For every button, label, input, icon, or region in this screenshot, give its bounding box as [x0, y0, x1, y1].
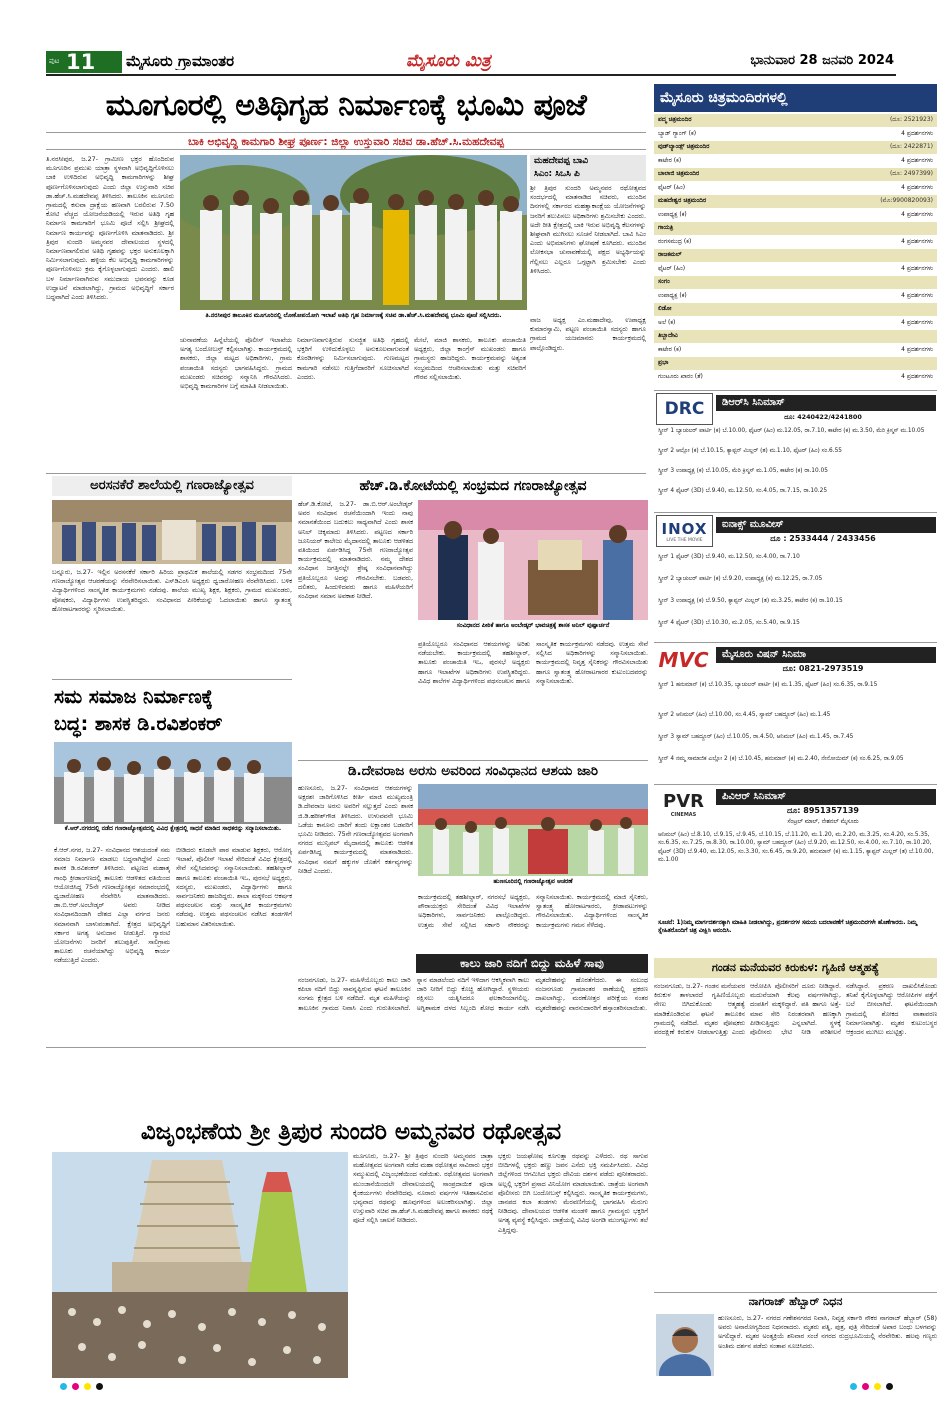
- obituary-body: ಹುಣಸೂರು, ಜ.27- ನಗರದ ಗಣೇಶನಗರದ ನಿವಾಸಿ, ನಿವೃತ್ತ ಸರ್ಕಾರಿ ನೌಕರ ನಾಗರಾಜ್ ಹೆಬ್ಬಾರ್ (58) ಅವರು ಅನಾರೋಗ್ಯದಿಂದ ನಿಧನರಾದರು. ಮೃತರು ಪತ್ನಿ, ಪುತ್ರ, ಪುತ್ರಿ ಸೇರಿದಂತೆ ಅಪಾರ ಬಂಧು ಬಳಗವನ್ನು ಅಗಲಿದ್ದಾರೆ. ಮೃತರ ಅಂತ್ಯಕ್ರಿಯೆ ಶನಿವಾರ ಸಂಜೆ ನಗರದ ರುದ್ರಭೂಮಿಯಲ್ಲಿ ನೆರವೇರಿತು. ಹಲವು ಗಣ್ಯರು ಅಂತಿಮ ದರ್ಶನ ಪಡೆದು ಸಂತಾಪ ಸೂಚಿಸಿದರು.: [718, 1314, 937, 1350]
- theatre-name: ಪದ್ಮ ಚಿತ್ರಮಂದಿರ: [658, 116, 692, 123]
- movie-name: ಗುಂಟೂರು ಖಾರಂ (ತೆ): [658, 372, 703, 380]
- theatre-name-row: [654, 222, 937, 235]
- ratha-headline: ವಿಜೃಂಭಣೆಯ ಶ್ರೀ ತ್ರಿಪುರ ಸುಂದರಿ ಅಮ್ಮನವರ ರಥೋತ್ಸವ: [140, 1118, 562, 1145]
- inox-show-4: ಸ್ಕ್ರೀನ್ 4 ಫೈಟರ್ (3D) ಬೆ.10.30, ಮ.2.05, ಸಂ.5.40, ರಾ.9.15: [658, 620, 800, 626]
- ratha-photo: [52, 1152, 348, 1378]
- lead-body-mid-2: ನಿರ್ಮಾಣವಾಗುತ್ತಿರುವ ಸುಸಜ್ಜಿತ ಅತಿಥಿ ಗೃಹದಲ್ಲಿ ಭಕ್ತರಿಗೆ ಉಳಿದುಕೊಳ್ಳಲು ಅನುಕೂಲವಾಗುವಂತೆ ಕೊಠಡಿಗಳನ್ನು ನಿರ್ಮಿಸಲಾಗುವುದು. ಗುಣಮಟ್ಟದ ಕಾಮಗಾರಿ ನಡೆಸಲು ಗುತ್ತಿಗೆದಾರರಿಗೆ ಸೂಚಿಸಲಾಗಿದೆ ಎಂದರು.: [297, 336, 409, 381]
- devaraja-headline: ಡಿ.ದೇವರಾಜ ಅರಸು ಅವರಿಂದ ಸಂವಿಧಾನದ ಆಶಯ ಜಾರಿ: [298, 760, 648, 780]
- theatres-title: ಮೈಸೂರು ಚಿತ್ರಮಂದಿರಗಳಲ್ಲಿ: [654, 84, 937, 112]
- drc-phone: ದೂ: 4240422/4241800: [784, 413, 862, 421]
- show-count: 4 ಪ್ರದರ್ಶನಗಳು: [901, 183, 933, 191]
- registration-dot: [96, 1383, 103, 1390]
- registration-dot: [886, 1383, 893, 1390]
- mvc-show-4: ಸ್ಕ್ರೀನ್ 4 ನಮ್ಮ ಸಾಮಾಜಿಕ ಎಲ್ಲೋ 2 (ಕ) ಬೆ.10.45, ಹನುಮಾನ್ (ಕ) ಮ.2.40, ನೇನೋಯಿಮ್ (ಕ) ಸಂ.6.25, ರಾ.9.05: [658, 756, 904, 762]
- drc-show-2: ಸ್ಕ್ರೀನ್ 2 ಆಲ್ಸೋ (ಕ) ಬೆ.10.15, ಕ್ಯಾಪ್ಟನ್ ಮಿಲ್ಲರ್ (ತ) ಮ.1.10, ಫೈಟರ್ (ಹಿಂ) ಸಂ.6.55: [658, 448, 842, 454]
- divider: [46, 473, 646, 474]
- show-count: 4 ಪ್ರದರ್ಶನಗಳು: [901, 318, 933, 326]
- lead-side-box: [530, 155, 646, 181]
- theatre-movie-row: [654, 182, 937, 195]
- pvr-logo: [656, 789, 711, 819]
- lead-body-mid-1: ಚುನಾವಣೆಯ ಹಿನ್ನೆಲೆಯಲ್ಲಿ ಪೊಲೀಸ್ ಇಲಾಖೆಯ ಅಗತ್ಯ ಬಂದೋಬಸ್ತ್ ಕಲ್ಪಿಸಲಾಗಿತ್ತು. ಕಾರ್ಯಕ್ರಮದಲ್ಲಿ ಶಾಸಕರು, ಜಿಲ್ಲಾ ಮಟ್ಟದ ಅಧಿಕಾರಿಗಳು, ಗ್ರಾಮ ಪಂಚಾಯಿತಿ ಸದಸ್ಯರು ಭಾಗವಹಿಸಿದ್ದರು. ಗ್ರಾಮದ ಮುಖಂಡರು ಸಚಿವರನ್ನು ಸನ್ಮಾನಿಸಿ ಗೌರವಿಸಿದರು. ಅಭಿವೃದ್ಧಿ ಕಾಮಗಾರಿಗಳ ಬಗ್ಗೆ ಮಾಹಿತಿ ನೀಡಲಾಯಿತು.: [180, 336, 292, 391]
- mvc-show-1: ಸ್ಕ್ರೀನ್ 1 ಹನುಮಾನ್ (ಕ) ಬೆ.10.35, ಬ್ಯಾಚುಲರ್ ಪಾರ್ಟಿ (ಕ) ಮ.1.35, ಫೈಟರ್ (ಹಿಂ) ಸಂ.6.35, ರಾ.9.15: [658, 682, 878, 688]
- registration-dot: [72, 1383, 79, 1390]
- movie-name: ಕಾಟೇರ (ಕ): [658, 156, 682, 164]
- samaja-headline-1: ಸಮ ಸಮಾಜ ನಿರ್ಮಾಣಕ್ಕೆ: [54, 686, 213, 708]
- inox-show-2: ಸ್ಕ್ರೀನ್ 2 ಬ್ಯಾಚುಲರ್ ಪಾರ್ಟಿ (ಕ) ಬೆ.9.20, ಉಪಾಧ್ಯಕ್ಷ (ಕ) ಮ.12.25, ರಾ.7.05: [658, 576, 823, 582]
- drc-cinemas: [654, 390, 937, 508]
- show-count: 4 ಪ್ರದರ್ಶನಗಳು: [901, 372, 933, 380]
- theatre-name: ವುಡ್‌ಲ್ಯಾಂಡ್ಸ್ ಚಿತ್ರಮಂದಿರ: [658, 143, 710, 150]
- theatre-name: ಬಾಲಾಜಿ ಚಿತ್ರಮಂದಿರ: [658, 170, 700, 177]
- registration-dot: [850, 1383, 857, 1390]
- movie-name: ಫೈಟರ್ (ಹಿಂ): [658, 264, 686, 272]
- show-count: 4 ಪ್ರದರ್ಶನಗಳು: [901, 237, 933, 245]
- samaja-body-right: ಬೀಡಿದರು ಕೂಡಲೇ ಪಾಠ ಮಾಡುವ ಶಿಕ್ಷಕರು, ಆರೋಗ್ಯ ಇಲಾಖೆ, ಪೊಲೀಸ್ ಇಲಾಖೆ ಸೇರಿದಂತೆ ವಿವಿಧ ಕ್ಷೇತ್ರದಲ್ಲಿ ಸೇವೆ ಸಲ್ಲಿಸಿದವರನ್ನು ಸನ್ಮಾನಿಸಲಾಯಿತು. ತಹಶೀಲ್ದಾರ್ ಹಾಗೂ ತಾಲೂಕು ಪಂಚಾಯಿತಿ ಇಒ, ಪುರಸಭೆ ಅಧ್ಯಕ್ಷರು, ಸದಸ್ಯರು, ಮುಖಂಡರು, ವಿದ್ಯಾರ್ಥಿಗಳು ಹಾಗೂ ಸಾರ್ವಜನಿಕರು ಹಾಜರಿದ್ದರು. ಶಾಲಾ ಮಕ್ಕಳಿಂದ ಆಕರ್ಷಕ ಪಥಸಂಚಲನ ಮತ್ತು ಸಾಂಸ್ಕೃತಿಕ ಕಾರ್ಯಕ್ರಮಗಳು ನಡೆದವು. ಉತ್ತಮ ಪಥಸಂಚಲನ ನಡೆಸಿದ ತಂಡಗಳಿಗೆ ಬಹುಮಾನ ವಿತರಿಸಲಾಯಿತು.: [176, 846, 292, 928]
- hdkote-body-right: ಪ್ರತಿಯೊಬ್ಬರೂ ಸಂವಿಧಾನದ ಆಶಯಗಳನ್ನು ಅರಿತು ನಡೆಯಬೇಕು. ಕಾರ್ಯಕ್ರಮದಲ್ಲಿ ತಹಶೀಲ್ದಾರ್, ತಾಲೂಕು ಪಂಚಾಯಿತಿ ಇಒ, ಪುರಸಭೆ ಅಧ್ಯಕ್ಷರು ಹಾಗೂ ಇಲಾಖೆಗಳ ಅಧಿಕಾರಿಗಳು ಉಪಸ್ಥಿತರಿದ್ದರು. ವಿವಿಧ ಶಾಲೆಗಳ ವಿದ್ಯಾರ್ಥಿಗಳಿಂದ ಪಥಸಂಚಲನ ಹಾಗೂ ಸಾಂಸ್ಕೃತಿಕ ಕಾರ್ಯಕ್ರಮಗಳು ನಡೆದವು. ಉತ್ತಮ ಸೇವೆ ಸಲ್ಲಿಸಿದ ಅಧಿಕಾರಿಗಳನ್ನು ಸನ್ಮಾನಿಸಲಾಯಿತು. ಕಾರ್ಯಕ್ರಮದಲ್ಲಿ ನಿವೃತ್ತ ಸೈನಿಕರನ್ನು ಗೌರವಿಸಲಾಯಿತು ಹಾಗೂ ಸ್ವಾತಂತ್ರ್ಯ ಹೋರಾಟಗಾರರ ಕುಟುಂಬದವರನ್ನು ಸನ್ಮಾನಿಸಲಾಯಿತು.: [418, 640, 648, 685]
- mvc-phone: ದೂ: 0821-2973519: [782, 664, 864, 673]
- drc-show-3: ಸ್ಕ್ರೀನ್ 3 ಉಪಾಧ್ಯಕ್ಷ (ಕ) ಬೆ.10.05, ಮೆರಿ ಕ್ರಿಸ್ಮಸ್ ಮ.1.05, ಕಾಟೇರ (ಕ) ರಾ.10.05: [658, 468, 828, 474]
- school-photo: [52, 500, 292, 564]
- theatre-name: ಗಾಯತ್ರಿ: [658, 224, 674, 231]
- theatre-phone: (ದೂ: 2422871): [889, 143, 933, 150]
- theatre-name: ಲಿಡೋ: [658, 305, 672, 312]
- theatre-name: ಪ್ರಭಾ: [658, 359, 669, 366]
- mvc-logo: [656, 645, 711, 675]
- school-body: ಬನ್ನೂರು, ಜ.27- ಇಲ್ಲಿನ ಅರಸನಕೆರೆ ಸರ್ಕಾರಿ ಹಿರಿಯ ಪ್ರಾಥಮಿಕ ಶಾಲೆಯಲ್ಲಿ ಸಡಗರ ಸಂಭ್ರಮದಿಂದ 75ನೇ ಗಣರಾಜ್ಯೋತ್ಸವ ಆಚರಣೆಯನ್ನು ನೆರವೇರಿಸಲಾಯಿತು. ಎಸ್‌ಡಿಎಂಸಿ ಅಧ್ಯಕ್ಷರು ಧ್ವಜಾರೋಹಣ ನೆರವೇರಿಸಿದರು. ಬಳಿಕ ವಿದ್ಯಾರ್ಥಿಗಳಿಂದ ಸಾಂಸ್ಕೃತಿಕ ಕಾರ್ಯಕ್ರಮಗಳು ನಡೆದವು. ಶಾಲೆಯ ಮುಖ್ಯ ಶಿಕ್ಷಕ, ಶಿಕ್ಷಕರು, ಗ್ರಾಮದ ಮುಖಂಡರು, ಪೋಷಕರು, ವಿದ್ಯಾರ್ಥಿಗಳು ಉಪಸ್ಥಿತರಿದ್ದರು. ಸಂವಿಧಾನದ ಪೀಠಿಕೆಯನ್ನು ಓದಲಾಯಿತು ಹಾಗೂ ಸ್ವಾತಂತ್ರ್ಯ ಹೋರಾಟಗಾರರನ್ನು ಸ್ಮರಿಸಲಾಯಿತು.: [52, 568, 292, 613]
- show-count: 4 ಪ್ರದರ್ಶನಗಳು: [901, 264, 933, 272]
- drc-show-4: ಸ್ಕ್ರೀನ್ 4 ಫೈಟರ್ (3D) ಬೆ.9.40, ಮ.12.50, ಸಂ.4.05, ರಾ.7.15, ರಾ.10.25: [658, 488, 828, 494]
- page-header: [46, 50, 896, 76]
- hdkote-headline: ಹೆಚ್.ಡಿ.ಕೋಟೆಯಲ್ಲಿ ಸಂಭ್ರಮದ ಗಣರಾಜ್ಯೋತ್ಸವ: [359, 478, 587, 494]
- ratha-body-2: ಭಕ್ತರು ಜಯಘೋಷ ಕೂಗುತ್ತಾ ರಥವನ್ನು ಎಳೆದರು. ರಥ ಸಾಗುವ ಬೀದಿಗಳಲ್ಲಿ ಭಕ್ತರು ಹಣ್ಣು ಜವನ ಎಸೆದು ಭಕ್ತಿ ಸಮರ್ಪಿಸಿದರು. ವಿವಿಧ ಜಿಲ್ಲೆಗಳಿಂದ ಆಗಮಿಸಿದ ಭಕ್ತರು ದೇವಿಯ ದರ್ಶನ ಪಡೆದು ಪುನೀತರಾದರು. ಅಲ್ಲಲ್ಲಿ ಭಕ್ತರಿಗೆ ಪ್ರಸಾದ ವಿನಿಯೋಗ ಮಾಡಲಾಯಿತು. ಜಾತ್ರೆಯ ಅಂಗವಾಗಿ ಪೊಲೀಸರು ಬಿಗಿ ಬಂದೋಬಸ್ತ್ ಕಲ್ಪಿಸಿದ್ದರು. ಸಾಂಸ್ಕೃತಿಕ ಕಾರ್ಯಕ್ರಮಗಳು, ಜಾನಪದ ಕಲಾ ತಂಡಗಳು ಮೆರವಣಿಗೆಯಲ್ಲಿ ಭಾಗವಹಿಸಿ ಮೆರುಗು ನೀಡಿದವು. ದೇವಾಲಯದ ಆಡಳಿತ ಮಂಡಳಿ ಹಾಗೂ ಗ್ರಾಮಸ್ಥರು ಭಕ್ತರಿಗೆ ಅಗತ್ಯ ವ್ಯವಸ್ಥೆ ಕಲ್ಪಿಸಿದ್ದರು. ಜಾತ್ರೆಯಲ್ಲಿ ವಿವಿಧ ಅಂಗಡಿ ಮುಂಗಟ್ಟುಗಳು ತಲೆ ಎತ್ತಿದ್ದವು.: [498, 1152, 648, 1234]
- show-count: 4 ಪ್ರದರ್ಶನಗಳು: [901, 291, 933, 299]
- page-label: ಪುಟ: [49, 57, 60, 65]
- theatre-movie-row: [654, 317, 937, 330]
- devaraja-body-right: ಕಾರ್ಯಕ್ರಮದಲ್ಲಿ ತಹಶೀಲ್ದಾರ್, ನಗರಸಭೆ ಅಧ್ಯಕ್ಷರು, ಪೌರಾಯುಕ್ತರು ಸೇರಿದಂತೆ ವಿವಿಧ ಇಲಾಖೆಗಳ ಅಧಿಕಾರಿಗಳು, ಸಾರ್ವಜನಿಕರು ಪಾಲ್ಗೊಂಡಿದ್ದರು. ಉತ್ತಮ ಸೇವೆ ಸಲ್ಲಿಸಿದ ಸರ್ಕಾರಿ ನೌಕರರನ್ನು ಸನ್ಮಾನಿಸಲಾಯಿತು. ಕಾರ್ಯಕ್ರಮದಲ್ಲಿ ಮಾಜಿ ಸೈನಿಕರು, ಸ್ವಾತಂತ್ರ್ಯ ಹೋರಾಟಗಾರರು, ಕ್ರೀಡಾಪಟುಗಳನ್ನು ಗೌರವಿಸಲಾಯಿತು. ವಿದ್ಯಾರ್ಥಿಗಳಿಂದ ಸಾಂಸ್ಕೃತಿಕ ಕಾರ್ಯಕ್ರಮಗಳು ಗಮನ ಸೆಳೆದವು.: [418, 893, 648, 929]
- mvc-cinemas: [654, 642, 937, 780]
- obituary-photo: [656, 1314, 714, 1376]
- pvr-logo-sub: CINEMAS: [670, 811, 697, 818]
- drc-logo-text: DRC: [664, 399, 705, 419]
- movie-name: ಉಪಾಧ್ಯಕ್ಷ (ಕ): [658, 210, 687, 218]
- theatre-name-row: [654, 276, 937, 289]
- show-count: 4 ಪ್ರದರ್ಶನಗಳು: [901, 129, 933, 137]
- drc-title: ಡಿಆರ್‌ಸಿ ಸಿನಿಮಾಸ್: [716, 395, 936, 411]
- hdkote-photo-caption: ಸಂವಿಧಾನದ ಪೀಠಿಕೆ ಹಾಗೂ ಅಂಬೇಡ್ಕರ್ ಭಾವಚಿತ್ರಕ್ಕೆ ಶಾಸಕ ಅನಿಲ್ ಪುಷ್ಪಾರ್ಚನೆ: [456, 622, 610, 629]
- pvr-address: ಸೆಂಟ್ರಲ್ ಮಾಲ್, ನೇಶನಲ್ ಮೈಸೂರು: [787, 819, 859, 825]
- theatre-name: ತಿಬ್ಬಾದೇವಿ: [658, 332, 678, 339]
- divider: [46, 1047, 646, 1048]
- hdkote-photo: [418, 500, 648, 620]
- theatre-phone: (ದೂ: 2497399): [889, 170, 933, 177]
- inox-show-1: ಸ್ಕ್ರೀನ್ 1 ಫೈಟರ್ (3D) ಬೆ.9.40, ಮ.12.50, ಸಂ.4.00, ರಾ.7.10: [658, 554, 800, 560]
- samaja-body-left: ಕೆ.ಆರ್.ನಗರ, ಜ.27- ಸಂವಿಧಾನದ ಆಶಯದಂತೆ ಸಮ ಸಮಾಜ ನಿರ್ಮಾಣ ಮಾಡಲು ಬದ್ಧನಾಗಿದ್ದೇನೆ ಎಂದು ಶಾಸಕ ಡಿ.ರವಿಶಂಕರ್ ತಿಳಿಸಿದರು. ಪಟ್ಟಣದ ಮಹಾತ್ಮ ಗಾಂಧಿ ಕ್ರೀಡಾಂಗಣದಲ್ಲಿ ತಾಲೂಕು ಆಡಳಿತದ ವತಿಯಿಂದ ಆಯೋಜಿಸಿದ್ದ 75ನೇ ಗಣರಾಜ್ಯೋತ್ಸವ ಸಮಾರಂಭದಲ್ಲಿ ಧ್ವಜಾರೋಹಣ ನೆರವೇರಿಸಿ ಮಾತನಾಡಿದರು. ಡಾ.ಬಿ.ಆರ್.ಅಂಬೇಡ್ಕರ್ ಅವರು ನೀಡಿದ ಸಂವಿಧಾನದಿಂದಾಗಿ ದೇಶದ ಎಲ್ಲಾ ವರ್ಗದ ಜನರು ಸಮಾನವಾಗಿ ಬಾಳುವಂತಾಗಿದೆ. ಕ್ಷೇತ್ರದ ಅಭಿವೃದ್ಧಿಗೆ ಸರ್ಕಾರ ಅಗತ್ಯ ಅನುದಾನ ನೀಡುತ್ತಿದೆ. ಗ್ಯಾರಂಟಿ ಯೋಜನೆಗಳು ಜನರಿಗೆ ತಲುಪುತ್ತಿವೆ. ಸಾಲಿಗ್ರಾಮ ತಾಲೂಕು ರಚನೆಯಾಗಿದ್ದು ಅಭಿವೃದ್ಧಿ ಕಾರ್ಯ ನಡೆಯುತ್ತಿದೆ ಎಂದರು.: [54, 846, 170, 965]
- pvr-shows: ಆನಿಮಲ್ (ಹಿಂ) ಬೆ.8.10, ಬೆ.9.15, ಬೆ.9.45, ಬೆ.10.15, ಬೆ.11.20, ಮ.1.20, ಮ.2.20, ಮ.3.25, ಸಂ.4.20, ಸಂ.5.35, ಸಂ.6.35, ಸಂ.7.25, ರಾ.8.30, ರಾ.10.00, ಸ್ಯಾಮ್ ಬಹದ್ದೂರ್ (ಹಿಂ) ಬೆ.9.20, ಮ.12.50, ಸಂ.4.00, ಸಂ.7.10, ರಾ.10.20, ಫೈಟರ್ (3D) ಬೆ.9.40, ಮ.12.05, ಸಂ.3.30, ಸಂ.6.45, ರಾ.9.20, ಹನುಮಾನ್ (ಕ) ಮ.1.15, ಕ್ಯಾಪ್ಟನ್ ಮಿಲ್ಲರ್ (ತ) ಬೆ.10.00, ಮ.1.00: [658, 832, 934, 864]
- lead-body-right: ವಾಜ ಅಧ್ಯಕ್ಷ ಎಂ.ಮಹಾದೇವು, ಉಪಾಧ್ಯಕ್ಷ ಕುಮಾರಸ್ವಾಮಿ, ಪಟ್ಟಣ ಪಂಚಾಯಿತಿ ಸದಸ್ಯರು ಹಾಗೂ ಗ್ರಾಮದ ಯಜಮಾನರು ಕಾರ್ಯಕ್ರಮದಲ್ಲಿ ಪಾಲ್ಗೊಂಡಿದ್ದರು.: [530, 316, 646, 352]
- section-title: ಮೈಸೂರು ಗ್ರಾಮಾಂತರ: [126, 52, 235, 70]
- woman-headline: ಕಾಲು ಜಾರಿ ನದಿಗೆ ಬಿದ್ದು ಮಹಿಳೆ ಸಾವು: [416, 954, 648, 973]
- devaraja-photo: [418, 784, 648, 876]
- pvr-title: ಪಿವಿಆರ್ ಸಿನಿಮಾಸ್: [716, 789, 936, 805]
- inox-title: ಐನಾಕ್ಸ್ ಮೂವೀಸ್: [716, 517, 936, 533]
- theatre-name-row: [654, 195, 937, 208]
- hdkote-body-left: ಹೆಚ್.ಡಿ.ಕೋಟೆ, ಜ.27- ಡಾ.ಬಿ.ಆರ್.ಅಂಬೇಡ್ಕರ್ ಅವರ ಸಂವಿಧಾನ ರಚನೆಯಿಂದಾಗಿ ಇಂದು ನಾವು ಸಮಾನತೆಯಿಂದ ಬದುಕಲು ಸಾಧ್ಯವಾಗಿದೆ ಎಂದು ಶಾಸಕ ಅನಿಲ್ ಚಿಕ್ಕಮಾದು ತಿಳಿಸಿದರು. ಪಟ್ಟಣದ ಸರ್ಕಾರಿ ಜೂನಿಯರ್ ಕಾಲೇಜು ಮೈದಾನದಲ್ಲಿ ತಾಲೂಕು ಆಡಳಿತದ ವತಿಯಿಂದ ಏರ್ಪಡಿಸಿದ್ದ 75ನೇ ಗಣರಾಜ್ಯೋತ್ಸವ ಕಾರ್ಯಕ್ರಮದಲ್ಲಿ ಮಾತನಾಡಿದರು. ನಮ್ಮ ದೇಶದ ಸಂವಿಧಾನ ಜಗತ್ತಿನಲ್ಲೇ ಶ್ರೇಷ್ಠ ಸಂವಿಧಾನವಾಗಿದ್ದು ಪ್ರತಿಯೊಬ್ಬರೂ ಅದನ್ನು ಗೌರವಿಸಬೇಕು. ಬಡವರು, ದಲಿತರು, ಹಿಂದುಳಿದವರು ಹಾಗೂ ಮಹಿಳೆಯರಿಗೆ ಸಂವಿಧಾನ ಸಮಾನ ಅವಕಾಶ ನೀಡಿದೆ.: [298, 500, 413, 601]
- movie-name: ರಂಗಸಮುದ್ರ (ಕ): [658, 237, 692, 245]
- theatre-movie-row: [654, 155, 937, 168]
- show-count: 4 ಪ್ರದರ್ಶನಗಳು: [901, 210, 933, 218]
- drc-show-1: ಸ್ಕ್ರೀನ್ 1 ಬ್ಯಾಚುಲರ್ ಪಾರ್ಟಿ (ಕ) ಬೆ.10.00, ಫೈಟರ್ (ಹಿಂ) ಮ.12.05, ರಾ.7.10, ಕಾಟೇರ (ಕ) ಮ.3.50, ಮೆರಿ ಕ್ರಿಸ್ಮಸ್ ಮ.10.05: [658, 428, 925, 434]
- movie-name: ಅಲೆ (ಕ): [658, 318, 676, 326]
- theatre-list: [654, 114, 937, 384]
- samaja-headline-2: ಬದ್ಧ: ಶಾಸಕ ಡಿ.ರವಿಶಂಕರ್: [54, 713, 223, 735]
- inox-logo: [656, 515, 713, 547]
- show-count: 4 ಪ್ರದರ್ಶನಗಳು: [901, 345, 933, 353]
- ratha-body-1: ಮೂಗೂರು, ಜ.27- ಶ್ರೀ ತ್ರಿಪುರ ಸುಂದರಿ ಅಮ್ಮನವರ ಜಾತ್ರಾ ಮಹೋತ್ಸವದ ಅಂಗವಾಗಿ ನಡೆದ ಮಹಾ ರಥೋತ್ಸವ ಸಾವಿರಾರು ಭಕ್ತರ ಸಮ್ಮುಖದಲ್ಲಿ ವಿಜೃಂಭಣೆಯಿಂದ ನಡೆಯಿತು. ರಥೋತ್ಸವದ ಅಂಗವಾಗಿ ಮುಂಜಾನೆಯಿಂದಲೇ ದೇವಾಲಯದಲ್ಲಿ ಸಾಂಪ್ರದಾಯಿಕ ಪೂಜಾ ಕೈಂಕರ್ಯಗಳು ನೆರವೇರಿದವು. ನೂರಾರು ವರ್ಷಗಳ ಇತಿಹಾಸವಿರುವ ಭವ್ಯವಾದ ರಥವನ್ನು ಹೂವುಗಳಿಂದ ಅಲಂಕರಿಸಲಾಗಿತ್ತು. ಜಿಲ್ಲಾ ಉಸ್ತುವಾರಿ ಸಚಿವ ಡಾ.ಹೆಚ್.ಸಿ.ಮಹದೇವಪ್ಪ ಹಾಗೂ ಶಾಸಕರು ರಥಕ್ಕೆ ಪೂಜೆ ಸಲ್ಲಿಸಿ ಚಾಲನೆ ನೀಡಿದರು.: [353, 1152, 493, 1225]
- theatre-name: ಮಹದೇಶ್ವರ ಚಿತ್ರಮಂದಿರ: [658, 197, 707, 204]
- lead-photo-caption: ತಿ.ನರಸೀಪುರ ತಾಲೂಕಿನ ಮೂಗೂರಿನಲ್ಲಿ ಲೋಕೋಪಯೋಗಿ ಇಲಾಖೆ ಅತಿಥಿ ಗೃಹ ನಿರ್ಮಾಣಕ್ಕೆ ಸಚಿವ ಡಾ.ಹೆಚ್.ಸಿ.ಮಹದೇವಪ್ಪ ಭೂಮಿ ಪೂಜೆ ಸಲ್ಲಿಸಿದರು.: [205, 312, 502, 319]
- drc-logo: [656, 393, 713, 425]
- movie-name: ಉಪಾಧ್ಯಕ್ಷ (ಕ): [658, 291, 687, 299]
- theatre-name: ರಾಜಕಮಲ್: [658, 251, 682, 258]
- samaja-photo-caption: ಕೆ.ಆರ್.ನಗರದಲ್ಲಿ ನಡೆದ ಗಣರಾಜ್ಯೋತ್ಸವದಲ್ಲಿ ವಿವಿಧ ಕ್ಷೇತ್ರದಲ್ಲಿ ಸಾಧನೆ ಮಾಡಿದ ಸಾಧಕರನ್ನು ಸನ್ಮಾನಿಸಲಾಯಿತು.: [64, 825, 282, 832]
- lead-body-mid-3: ಮೇಲೆ, ಮಾಜಿ ಶಾಸಕರು, ತಾಲೂಕು ಪಂಚಾಯಿತಿ ಅಧ್ಯಕ್ಷರು, ಜಿಲ್ಲಾ ಕಾಂಗ್ರೆಸ್ ಮುಖಂಡರು ಹಾಗೂ ಗ್ರಾಮಸ್ಥರು ಹಾಜರಿದ್ದರು. ಕಾರ್ಯಕ್ರಮವನ್ನು ಅತ್ಯಂತ ಸಂಭ್ರಮದಿಂದ ಆಚರಿಸಲಾಯಿತು ಮತ್ತು ಸಚಿವರಿಗೆ ಗೌರವ ಸಲ್ಲಿಸಲಾಯಿತು.: [414, 336, 526, 381]
- registration-dot: [874, 1383, 881, 1390]
- theatre-movie-row: [654, 290, 937, 303]
- mvc-show-3: ಸ್ಕ್ರೀನ್ 3 ಸ್ಯಾಮ್ ಬಹದ್ದೂರ್ (ಹಿಂ) ಬೆ.10.05, ರಾ.4.50, ಆನಿಮಲ್ (ಹಿಂ) ಮ.1.45, ರಾ.7.45: [658, 734, 854, 740]
- side-head-2: ಸಿಎಂ: ಸಿಒಸಿ ಪಿ: [534, 169, 580, 179]
- theatre-name-row: [654, 330, 937, 343]
- devaraja-photo-caption: ಹುಣಸೂರಿನಲ್ಲಿ ಗಣರಾಜ್ಯೋತ್ಸವ ಆಚರಣೆ: [493, 878, 573, 885]
- samaja-photo: [54, 742, 292, 824]
- theatre-name-row: [654, 168, 937, 181]
- devaraja-body-left: ಹುಣಸೂರು, ಜ.27- ಸಂವಿಧಾನದ ಆಶಯಗಳನ್ನು ಅಕ್ಷರಶಃ ಜಾರಿಗೊಳಿಸಿದ ಕೀರ್ತಿ ಮಾಜಿ ಮುಖ್ಯಮಂತ್ರಿ ಡಿ.ದೇವರಾಜ ಅರಸು ಅವರಿಗೆ ಸಲ್ಲುತ್ತದೆ ಎಂದು ಶಾಸಕ ಜಿ.ಡಿ.ಹರೀಶ್‌ಗೌಡ ತಿಳಿಸಿದರು. ಉಳುವವನೇ ಭೂಮಿ ಒಡೆಯ ಕಾನೂನು ಜಾರಿಗೆ ತಂದು ಲಕ್ಷಾಂತರ ಬಡವರಿಗೆ ಭೂಮಿ ನೀಡಿದರು. 75ನೇ ಗಣರಾಜ್ಯೋತ್ಸವದ ಅಂಗವಾಗಿ ನಗರದ ಮುನ್ಸಿಪಲ್ ಮೈದಾನದಲ್ಲಿ ತಾಲೂಕು ಆಡಳಿತ ಏರ್ಪಡಿಸಿದ್ದ ಕಾರ್ಯಕ್ರಮದಲ್ಲಿ ಮಾತನಾಡಿದರು. ಸಂವಿಧಾನ ನಮಗೆ ಹಕ್ಕುಗಳ ಜೊತೆಗೆ ಕರ್ತವ್ಯಗಳನ್ನು ನೀಡಿದೆ ಎಂದರು.: [298, 784, 413, 875]
- mvc-logo-text: MVC: [658, 648, 709, 672]
- theatres-section: [654, 84, 937, 386]
- theatre-movie-row: [654, 371, 937, 384]
- inox-cinemas: [654, 512, 937, 640]
- movie-name: ಫೈಟರ್ (ಹಿಂ): [658, 183, 686, 191]
- pvr-note: ಸೂಚನೆ: 1)ನಿಮ್ಮ ಮಾರ್ಗದರ್ಶನಕ್ಕಾಗಿ ಮಾಹಿತಿ ನೀಡಲಾಗಿದ್ದು, ಪ್ರದರ್ಶನಗಳ ಸಮಯ ಬದಲಾವಣೆಗೆ ಚಿತ್ರಮಂದಿರಗಳೇ ಹೊಣೆಗಾರರು. ನಿಮ್ಮ ಸ್ನೇಹಿತರೊಂದಿಗೆ ಚಿತ್ರ ವೀಕ್ಷಿಸಿ ಆನಂದಿಸಿ.: [658, 920, 917, 935]
- theatre-phone: (ಮೊ:9900820093): [880, 197, 933, 204]
- lead-photo: [180, 155, 527, 310]
- pvr-phone: ದೂ: 8951357139: [787, 806, 859, 815]
- page-number-box: [46, 51, 122, 73]
- school-headline: ಅರಸನಕೆರೆ ಶಾಲೆಯಲ್ಲಿ ಗಣರಾಜ್ಯೋತ್ಸವ: [52, 476, 292, 496]
- suicide-body: ನಂಜನಗೂಡು, ಜ.27- ಗಂಡನ ಮನೆಯವರ ಕಿರುಕುಳ ತಾಳಲಾರದೆ ಗೃಹಿಣಿಯೊಬ್ಬರು ನೇಣು ಬಿಗಿದುಕೊಂಡು ಆತ್ಮಹತ್ಯೆ ಮಾಡಿಕೊಂಡಿರುವ ಘಟನೆ ತಾಲೂಕಿನ ಗ್ರಾಮದಲ್ಲಿ ನಡೆದಿದೆ. ಮೃತರ ಪೋಷಕರು ವರದಕ್ಷಿಣೆ ಕಿರುಕುಳ ನೀಡಲಾಗುತ್ತಿತ್ತು ಎಂದು ಆರೋಪಿಸಿ ಪೊಲೀಸರಿಗೆ ದೂರು ನೀಡಿದ್ದಾರೆ. ಮದುವೆಯಾಗಿ ಕೆಲವು ವರ್ಷಗಳಾಗಿದ್ದು, ದಂಪತಿಗೆ ಮಕ್ಕಳಿದ್ದಾರೆ. ಪತಿ ಹಾಗೂ ಅತ್ತೆ-ಮಾವ ಸೇರಿ ನಿರಂತರವಾಗಿ ಹಣಕ್ಕಾಗಿ ಪೀಡಿಸುತ್ತಿದ್ದರು ಎನ್ನಲಾಗಿದೆ. ಸ್ಥಳಕ್ಕೆ ಪೊಲೀಸರು ಭೇಟಿ ನೀಡಿ ಪರಿಶೀಲನೆ ನಡೆಸಿದ್ದಾರೆ. ಪ್ರಕರಣ ದಾಖಲಿಸಿಕೊಂಡು ತನಿಖೆ ಕೈಗೊಳ್ಳಲಾಗಿದ್ದು ಆರೋಪಿಗಳ ಪತ್ತೆಗೆ ಬಲೆ ಬೀಸಲಾಗಿದೆ. ಘಟನೆಯಿಂದಾಗಿ ಗ್ರಾಮದಲ್ಲಿ ಶೋಕದ ವಾತಾವರಣ ನಿರ್ಮಾಣವಾಗಿತ್ತು. ಮೃತರ ಕುಟುಂಬಸ್ಥರ ಆಕ್ರಂದನ ಮುಗಿಲು ಮುಟ್ಟಿತ್ತು.: [654, 982, 937, 1037]
- lead-subhead: ಬಾಕಿ ಅಭಿವೃದ್ಧಿ ಕಾಮಗಾರಿ ಶೀಘ್ರ ಪೂರ್ಣ: ಜಿಲ್ಲಾ ಉಸ್ತುವಾರಿ ಸಚಿವ ಡಾ.ಹೆಚ್.ಸಿ.ಮಹದೇವಪ್ಪ: [46, 132, 646, 150]
- registration-dot: [862, 1383, 869, 1390]
- page-number: 11: [66, 50, 96, 74]
- mvc-title: ಮೈಸೂರು ವಿಷನ್ ಸಿನಿಮಾ: [716, 647, 936, 663]
- theatre-name: ಸಂಗಂ: [658, 278, 670, 285]
- mvc-show-2: ಸ್ಕ್ರೀನ್ 2 ಆನಿಮಲ್ (ಹಿಂ) ಬೆ.10.00, ಸಂ.4.45, ಸ್ಯಾಮ್ ಬಹದ್ದೂರ್ (ಹಿಂ) ಮ.1.45: [658, 712, 831, 718]
- pvr-cinemas: [654, 784, 937, 954]
- divider: [52, 679, 292, 680]
- lead-body-left: ತಿ.ನರಸೀಪುರ, ಜ.27- ಗ್ರಾಮೀಣ ಭಕ್ತರ ಹೊಂದಿರುವ ಮೂಗೂರಿನ ಪ್ರಮುಖ ಯಾತ್ರಾ ಸ್ಥಳವಾಗಿ ಅಭಿವೃದ್ಧಿಗೊಳಿಸಲು ಬಾಕಿ ಉಳಿದಿರುವ ಅಭಿವೃದ್ಧಿ ಕಾಮಗಾರಿಗಳನ್ನು ಶೀಘ್ರ ಪೂರ್ಣಗೊಳಿಸಲಾಗುವುದು ಎಂದು ಜಿಲ್ಲಾ ಉಸ್ತುವಾರಿ ಸಚಿವ ಡಾ.ಹೆಚ್.ಸಿ.ಮಹದೇವಪ್ಪ ತಿಳಿಸಿದರು. ತಾಲೂಕಿನ ಮೂಗೂರು ಗ್ರಾಮದಲ್ಲಿ ಕಸುವಾ ದ್ರಾಕ್ಷೆಯ ಹಣವಾಗಿ ಬರಲಿರುವ 7.50 ಕೋಟಿ ವೆಚ್ಚದ ಯೋಜನೆಯಡಿಯಲ್ಲಿ ಇರುವ ಅತಿಥಿ ಗೃಹ ನಿರ್ಮಾಣ ಕಾಮಗಾರಿಗೆ ಭೂಮಿ ಪೂಜೆ ಸಲ್ಲಿಸಿ ಶ್ರೀಘ್ರದಲ್ಲಿ ನಿರ್ಮಾಣ ಕಾರ್ಯವನ್ನು ಪೂರ್ಣಗೊಳಿಸಿ ಮಾತನಾಡಿದರು. ಶ್ರೀ ತ್ರಿಪುರ ಸುಂದರಿ ಅಮ್ಮನವರ ದೇವಾಲಯದ ಸ್ಥಳದಲ್ಲಿ ನಿರ್ಮಾಣವಾಗಲಿರುವ ಅತಿಥಿ ಗೃಹವನ್ನು ಭಕ್ತರ ಅನುಕೂಲಕ್ಕಾಗಿ ನಿರ್ಮಿಸಲಾಗುವುದು. ಹಳ್ಳಿಯ ಕೆಲ ಅಭಿವೃದ್ಧಿ ಕಾಮಗಾರಿಗಳನ್ನು ಪೂರ್ಣಗೊಳಿಸಲು ಕ್ರಮ ಕೈಗೊಳ್ಳಲಾಗುವುದು ಎಂದರು. ಹಾಲಿ ಬಳ ನಿರ್ಮಾಣವಾಗಿರುವ ಸಮುದಾಯ ಭವನವನ್ನು ಕೂಡ ಉದ್ಘಾಟನೆ ಮಾಡಲಾಗಿದ್ದು, ಗ್ರಾಮದ ಅಭಿವೃದ್ಧಿಗೆ ಸರ್ಕಾರ ಬದ್ಧವಾಗಿದೆ ಎಂದು ತಿಳಿಸಿದರು.: [46, 155, 174, 302]
- obituary-headline: ನಾಗರಾಜ್ ಹೆಬ್ಬಾರ್ ನಿಧನ: [654, 1292, 937, 1310]
- side-head-1: ಮಹದೇವಪ್ಪ ಬಾವಿ: [534, 156, 589, 166]
- inox-logo-text: INOX: [661, 519, 708, 538]
- lead-side-body: ಶ್ರೀ ತ್ರಿಪುರ ಸುಂದರಿ ಅಮ್ಮನವರ ರಥೋತ್ಸವದ ಸಂದರ್ಭದಲ್ಲಿ ಮಾತನಾಡಿದ ಸಚಿವರು, ಮುಂದಿನ ದಿನಗಳಲ್ಲಿ ಸರ್ಕಾರದ ಮಹತ್ವಾಕಾಂಕ್ಷೆಯ ಯೋಜನೆಗಳನ್ನು ಜನರಿಗೆ ತಲುಪಿಸಲು ಅಧಿಕಾರಿಗಳು ಶ್ರಮಿಸಬೇಕು ಎಂದರು. ಅದೇ ರೀತಿ ಕ್ಷೇತ್ರದಲ್ಲಿ ಬಾಕಿ ಇರುವ ಅಭಿವೃದ್ಧಿ ಕೆಲಸಗಳನ್ನು ಶೀಘ್ರವಾಗಿ ಮುಗಿಸಲು ಸೂಚನೆ ನೀಡಲಾಗಿದೆ. ಬಾವಿ ಸಿಎಂ ಎಂದು ಅಭಿಮಾನಿಗಳು ಘೋಷಣೆ ಕೂಗಿದರು. ಮುಂದಿನ ಲೋಕಸಭಾ ಚುನಾವಣೆಯಲ್ಲಿ ಪಕ್ಷದ ಅಭ್ಯರ್ಥಿಯನ್ನು ಗೆಲ್ಲಿಸಲು ಎಲ್ಲರೂ ಒಗ್ಗಟ್ಟಾಗಿ ಶ್ರಮಿಸಬೇಕು ಎಂದು ತಿಳಿಸಿದರು.: [530, 184, 646, 275]
- theatre-name-row: [654, 249, 937, 262]
- registration-dot: [84, 1383, 91, 1390]
- theatre-movie-row: [654, 236, 937, 249]
- theatre-movie-row: [654, 344, 937, 357]
- show-count: 4 ಪ್ರದರ್ಶನಗಳು: [901, 156, 933, 164]
- theatre-name-row: [654, 141, 937, 154]
- theatre-movie-row: [654, 128, 937, 141]
- paper-name: ಮೈಸೂರು ಮಿತ್ರ: [406, 51, 491, 71]
- registration-dot: [60, 1383, 67, 1390]
- inox-phone: ದೂ : 2533444 / 2433456: [770, 534, 876, 543]
- movie-name: ಕಾಟೇರ (ಕ): [658, 345, 682, 353]
- movie-name: ಬ್ಯಾಡ್ ಗ್ಯಾಂಗ್ (ಕ): [658, 129, 697, 137]
- theatre-name-row: [654, 114, 937, 127]
- inox-show-3: ಸ್ಕ್ರೀನ್ 3 ಉಪಾಧ್ಯಕ್ಷ (ಕ) ಬೆ.9.50, ಕ್ಯಾಪ್ಟನ್ ಮಿಲ್ಲರ್ (ತ) ಮ.3.25, ಕಾಟೇರ (ಕ) ರಾ.10.15: [658, 598, 843, 604]
- lead-headline: ಮೂಗೂರಲ್ಲಿ ಅತಿಥಿಗೃಹ ನಿರ್ಮಾಣಕ್ಕೆ ಭೂಮಿ ಪೂಜೆ: [105, 88, 587, 123]
- woman-body: ನಂಜನಗೂಡು, ಜ.27- ಮಹಿಳೆಯೊಬ್ಬರು ಕಾಲು ಜಾರಿ ಕಪಿಲಾ ನದಿಗೆ ಬಿದ್ದು ಸಾವನ್ನಪ್ಪಿರುವ ಘಟನೆ ತಾಲೂಕಿನ ಸಂಗಮ ಕ್ಷೇತ್ರದ ಬಳಿ ನಡೆದಿದೆ. ಮೃತ ಮಹಿಳೆಯನ್ನು ತಾಲೂಕಿನ ಗ್ರಾಮದ ನಿವಾಸಿ ಎಂದು ಗುರುತಿಸಲಾಗಿದೆ. ಸ್ನಾನ ಮಾಡಲೆಂದು ನದಿಗೆ ಇಳಿದಾಗ ಆಕಸ್ಮಿಕವಾಗಿ ಕಾಲು ಜಾರಿ ನೀರಿಗೆ ಬಿದ್ದು ಕೊಚ್ಚಿ ಹೋಗಿದ್ದಾರೆ. ಸ್ಥಳೀಯರು ರಕ್ಷಿಸಲು ಯತ್ನಿಸಿದರೂ ಫಲಕಾರಿಯಾಗಲಿಲ್ಲ. ಅಗ್ನಿಶಾಮಕ ದಳದ ಸಿಬ್ಬಂದಿ ಶೋಧ ಕಾರ್ಯ ನಡೆಸಿ ಮೃತದೇಹವನ್ನು ಹೊರತೆಗೆದರು. ಈ ಸಂಬಂಧ ನಂಜನಗೂಡು ಗ್ರಾಮಾಂತರ ಠಾಣೆಯಲ್ಲಿ ಪ್ರಕರಣ ದಾಖಲಾಗಿದ್ದು, ಮರಣೋತ್ತರ ಪರೀಕ್ಷೆಯ ನಂತರ ಮೃತದೇಹವನ್ನು ವಾರಸುದಾರರಿಗೆ ಹಸ್ತಾಂತರಿಸಲಾಯಿತು.: [298, 976, 648, 1012]
- theatre-movie-row: [654, 209, 937, 222]
- theatre-name-row: [654, 357, 937, 370]
- pvr-logo-text: PVR: [663, 790, 704, 812]
- page-date: ಭಾನುವಾರ 28 ಜನವರಿ 2024: [750, 53, 894, 68]
- theatre-phone: (ದೂ: 2521923): [889, 116, 933, 123]
- theatre-name-row: [654, 303, 937, 316]
- inox-logo-sub: LIVE THE MOVIE: [666, 537, 703, 543]
- suicide-headline: ಗಂಡನ ಮನೆಯವರ ಕಿರುಕುಳ: ಗೃಹಿಣಿ ಆತ್ಮಹತ್ಯೆ: [654, 958, 937, 978]
- theatre-movie-row: [654, 263, 937, 276]
